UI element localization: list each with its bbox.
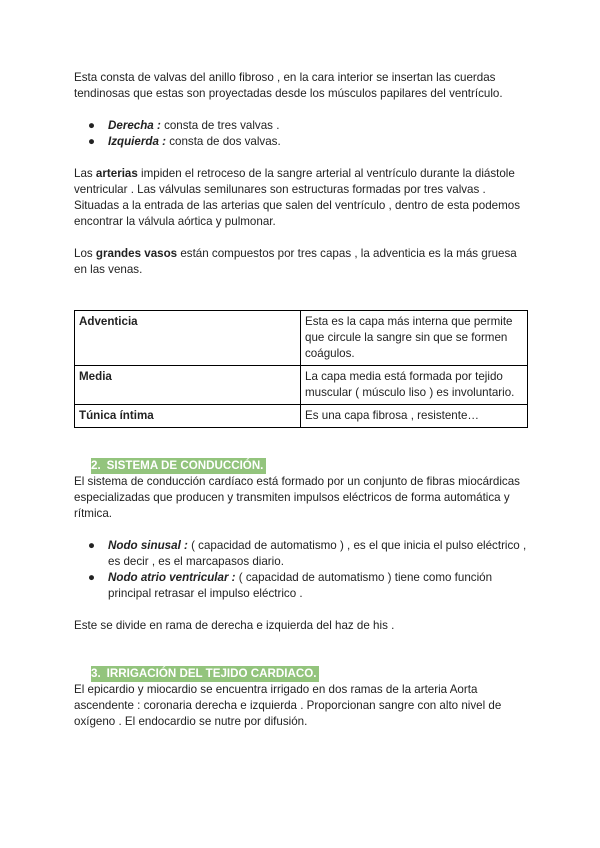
- layers-table: [74, 310, 528, 428]
- section-title: SISTEMA DE CONDUCCIÓN.: [106, 459, 264, 472]
- list-item-term: Izquierda :: [108, 135, 166, 148]
- intro-paragraph: Esta consta de valvas del anillo fibroso , en la cara interior se insertan las cuerdas tendinosas que estas son proyectadas desde los músculos papilares del ventrículo.: [74, 71, 503, 100]
- section-3-heading: [74, 666, 530, 682]
- section-title: IRRIGACIÓN DEL TEJIDO CARDIACO.: [106, 667, 317, 680]
- section-2-closing: Este se divide en rama de derecha e izquierda del haz de his .: [74, 619, 395, 632]
- arterias-bold: arterias: [95, 167, 138, 180]
- vasos-pre: Los: [74, 247, 96, 260]
- table-cell-description: Es una capa fibrosa , resistente…: [301, 405, 528, 428]
- list-item: [74, 570, 530, 602]
- list-item-desc: ( capacidad de automatismo ) , es el que inicia el pulso eléctrico , es decir , es el marcapasos diario.: [108, 539, 527, 568]
- table-row: [75, 311, 528, 366]
- bullet-icon: ●: [88, 119, 96, 132]
- valves-list: [74, 118, 530, 150]
- bullet-icon: ●: [88, 571, 96, 584]
- table-cell-layer: Adventicia: [75, 311, 301, 366]
- bullet-icon: ●: [88, 135, 96, 148]
- table-cell-layer: Túnica íntima: [75, 405, 301, 428]
- list-item-desc: consta de dos valvas.: [165, 135, 281, 148]
- arterias-pre: Las: [74, 167, 96, 180]
- conduction-list: [74, 538, 530, 602]
- table-row: [75, 366, 528, 405]
- list-item-desc: ( capacidad de automatismo ) tiene como función principal retrasar el impulso eléctrico .: [108, 571, 493, 600]
- vasos-paragraph: [74, 246, 530, 278]
- table-row: [75, 405, 528, 428]
- list-item: [74, 134, 530, 150]
- list-item: [74, 118, 530, 134]
- table-cell-description: Esta es la capa más interna que permite que circule la sangre sin que se formen coágulos.: [301, 311, 528, 366]
- table-cell-description: La capa media está formada por tejido muscular ( músculo liso ) es involuntario.: [301, 366, 528, 405]
- list-item-term: Nodo atrio ventricular :: [108, 571, 236, 584]
- section-number: 2.: [91, 459, 101, 472]
- section-2-body: El sistema de conducción cardíaco está formado por un conjunto de fibras miocárdicas especializadas que producen y transmiten impulsos eléctricos de forma automática y rítmica.: [74, 475, 520, 520]
- section-3-body: El epicardio y miocardio se encuentra irrigado en dos ramas de la arteria Aorta ascendente : coronaria derecha e izquierda . Proporcionan sangre con alto nivel de oxígeno . El endocardio se nutre por difusión.: [74, 683, 502, 728]
- table-cell-layer: Media: [75, 366, 301, 405]
- list-item-term: Nodo sinusal :: [108, 539, 188, 552]
- section-heading-highlight: [91, 458, 266, 474]
- document-content: [74, 70, 530, 730]
- list-item-term: Derecha :: [108, 119, 161, 132]
- section-heading-highlight: [91, 666, 319, 682]
- section-2-heading: [74, 458, 530, 474]
- vasos-post: están compuestos por tres capas , la adventicia es la más gruesa en las venas.: [74, 247, 517, 276]
- vasos-bold: grandes vasos: [95, 247, 178, 260]
- arterias-paragraph: [74, 166, 530, 230]
- section-number: 3.: [91, 667, 101, 680]
- bullet-icon: ●: [88, 539, 96, 552]
- list-item: [74, 538, 530, 570]
- arterias-post: impiden el retroceso de la sangre arterial al ventrículo durante la diástole ventricular . Las válvulas semilunares son estructuras formadas por tres valvas . Situadas a la entrada de las arterias que salen del ventrículo , dentro de esta podemos encontrar la válvula aórtica y pulmonar.: [74, 167, 520, 228]
- list-item-desc: consta de tres valvas .: [160, 119, 280, 132]
